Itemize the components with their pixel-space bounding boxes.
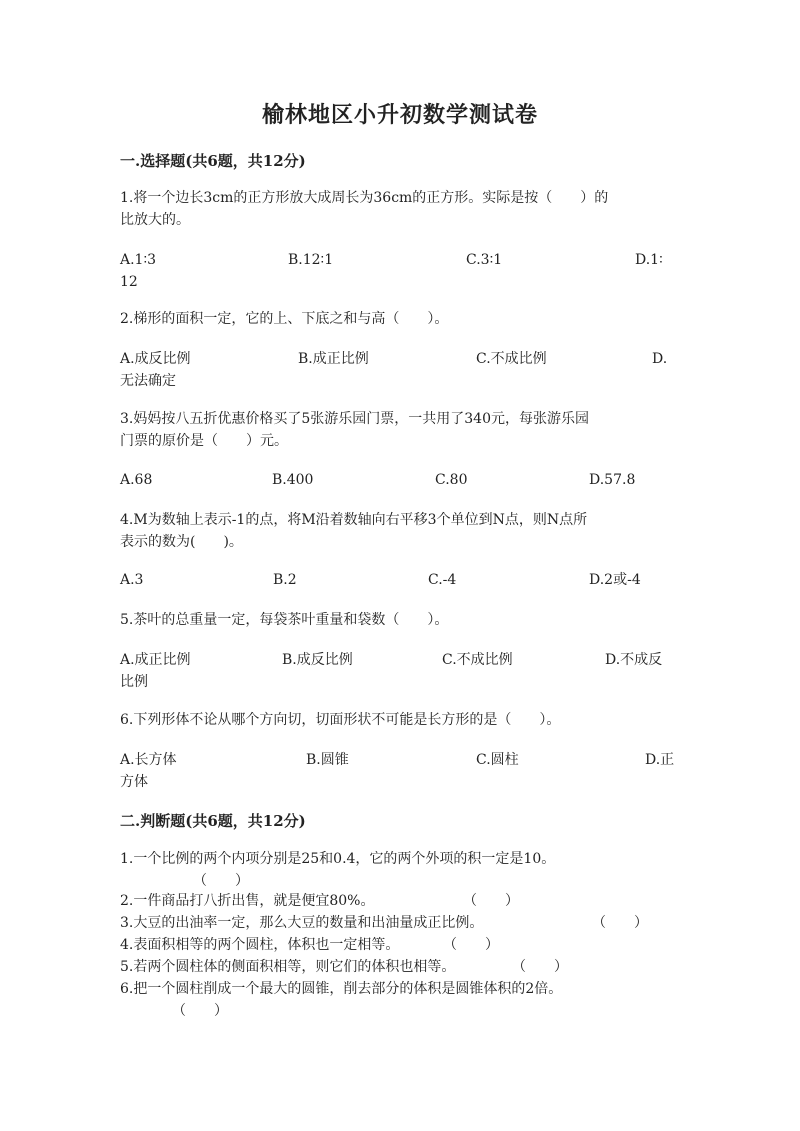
answer-paren[interactable]: （ ） — [512, 959, 568, 975]
option-c[interactable]: C.80 — [435, 472, 468, 488]
option-c[interactable]: C.不成比例 — [476, 351, 547, 367]
option-d[interactable]: D.57.8 — [589, 472, 636, 488]
question-stem: 3.妈妈按八五折优惠价格买了5张游乐园门票，一共用了340元，每张游乐园 — [120, 411, 589, 427]
question-5 — [120, 609, 680, 631]
page-title: 榆林地区小升初数学测试卷 — [261, 102, 538, 128]
option-c[interactable]: C.3∶1 — [466, 252, 503, 268]
option-b[interactable]: B.2 — [273, 572, 297, 588]
option-a[interactable]: A.长方体 — [120, 752, 177, 768]
judge-item-3 — [120, 912, 680, 934]
option-d[interactable]: D. — [652, 351, 668, 367]
options-row-2 — [120, 348, 680, 392]
answer-paren[interactable]: （ ） — [193, 873, 249, 889]
judge-item-1 — [120, 848, 680, 892]
judge-text: 5.若两个圆柱体的侧面积相等，则它们的体积也相等。 — [120, 959, 456, 975]
option-a[interactable]: A.成正比例 — [120, 652, 191, 668]
option-d[interactable]: D.2或-4 — [589, 572, 641, 588]
question-2 — [120, 308, 680, 330]
option-d-wrap: 12 — [120, 274, 138, 290]
question-4 — [120, 509, 680, 553]
option-b[interactable]: B.成正比例 — [298, 351, 369, 367]
question-6 — [120, 709, 680, 731]
options-row-5 — [120, 649, 680, 693]
judge-item-6 — [120, 978, 680, 1022]
judge-item-2 — [120, 890, 680, 912]
option-a[interactable]: A.1∶3 — [120, 252, 157, 268]
answer-paren[interactable]: （ ） — [443, 937, 499, 953]
option-d-wrap: 无法确定 — [120, 373, 176, 389]
judge-text: 1.一个比例的两个内项分别是25和0.4，它的两个外项的积一定是10。 — [120, 851, 556, 867]
judge-text: 6.把一个圆柱削成一个最大的圆锥，削去部分的体积是圆锥体积的2倍。 — [120, 981, 563, 997]
option-d-wrap: 比例 — [120, 674, 148, 690]
options-row-4 — [120, 569, 680, 613]
option-b[interactable]: B.成反比例 — [282, 652, 353, 668]
answer-paren[interactable]: （ ） — [592, 915, 648, 931]
option-a[interactable]: A.成反比例 — [120, 351, 191, 367]
option-b[interactable]: B.圆锥 — [306, 752, 349, 768]
judge-text: 2.一件商品打八折出售，就是便宜80%。 — [120, 893, 375, 909]
options-row-1 — [120, 249, 680, 293]
question-stem: 2.梯形的面积一定，它的上、下底之和与高（ ）。 — [120, 311, 449, 327]
question-stem-cont: 比放大的。 — [120, 212, 190, 228]
option-b[interactable]: B.400 — [272, 472, 314, 488]
section-heading-judge: 二.判断题(共6题，共12分) — [120, 812, 306, 830]
option-d[interactable]: D.不成反 — [605, 652, 663, 668]
question-3 — [120, 408, 680, 452]
option-c[interactable]: C.-4 — [428, 572, 457, 588]
question-stem: 5.茶叶的总重量一定，每袋茶叶重量和袋数（ ）。 — [120, 612, 449, 628]
judge-item-4 — [120, 934, 680, 956]
option-c[interactable]: C.不成比例 — [442, 652, 513, 668]
question-stem-cont: 门票的原价是（ ）元。 — [120, 433, 288, 449]
judge-item-5 — [120, 956, 680, 978]
judge-text: 3.大豆的出油率一定，那么大豆的数量和出油量成正比例。 — [120, 915, 484, 931]
option-b[interactable]: B.12∶1 — [288, 252, 334, 268]
answer-paren[interactable]: （ ） — [172, 1003, 228, 1019]
question-stem: 4.M为数轴上表示-1的点，将M沿着数轴向右平移3个单位到N点，则N点所 — [120, 512, 588, 528]
question-stem-cont: 表示的数为( )。 — [120, 534, 243, 550]
option-d-wrap: 方体 — [120, 774, 148, 790]
question-1 — [120, 187, 680, 231]
option-c[interactable]: C.圆柱 — [476, 752, 519, 768]
options-row-6 — [120, 749, 680, 793]
option-a[interactable]: A.68 — [120, 472, 153, 488]
option-d[interactable]: D.1∶ — [635, 252, 663, 268]
option-a[interactable]: A.3 — [120, 572, 144, 588]
question-stem: 1.将一个边长3cm的正方形放大成周长为36cm的正方形。实际是按（ ）的 — [120, 190, 609, 206]
judge-text: 4.表面积相等的两个圆柱，体积也一定相等。 — [120, 937, 400, 953]
section-heading-choice: 一.选择题(共6题，共12分) — [120, 152, 306, 170]
options-row-3 — [120, 469, 680, 513]
option-d[interactable]: D.正 — [645, 752, 675, 768]
question-stem: 6.下列形体不论从哪个方向切，切面形状不可能是长方形的是（ ）。 — [120, 712, 561, 728]
answer-paren[interactable]: （ ） — [463, 893, 519, 909]
